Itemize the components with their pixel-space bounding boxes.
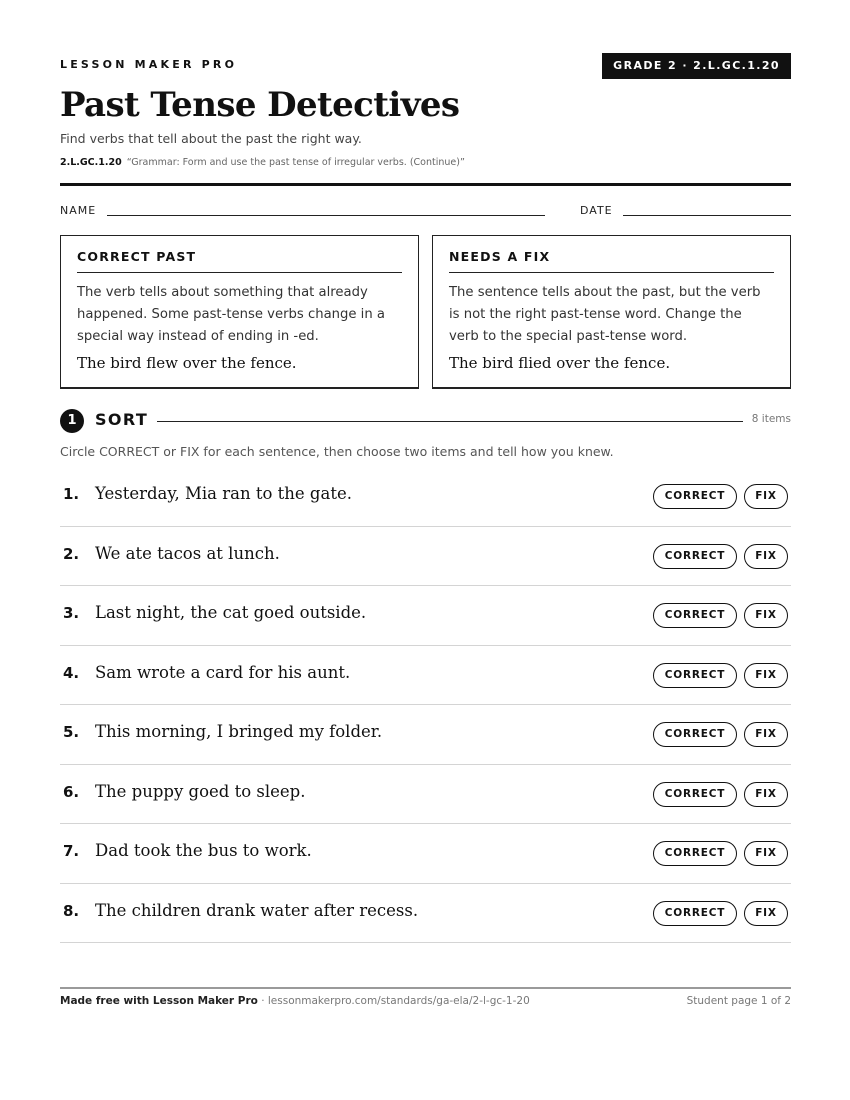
concept-description: The sentence tells about the past, but the verb is not the right past-tense word. Change the verb to the special past-tense word. bbox=[449, 285, 761, 344]
page-subtitle: Find verbs that tell about the past the right way. bbox=[60, 131, 362, 146]
footer-page-number: Student page 1 of 2 bbox=[686, 995, 791, 1007]
fix-choice[interactable]: FIX bbox=[744, 901, 788, 926]
correct-choice[interactable]: CORRECT bbox=[653, 484, 737, 509]
concept-example: The bird flied over the fence. bbox=[449, 354, 671, 372]
item-number: 2. bbox=[63, 544, 80, 563]
concept-box-needs-a-fix bbox=[432, 235, 791, 389]
concept-example: The bird flew over the fence. bbox=[77, 354, 297, 372]
item-number: 3. bbox=[63, 604, 80, 622]
concept-heading: NEEDS A FIX bbox=[449, 249, 774, 273]
list-item bbox=[60, 646, 791, 706]
item-number: 4. bbox=[63, 663, 80, 682]
item-sentence: The children drank water after recess. bbox=[95, 900, 419, 920]
date-field[interactable] bbox=[623, 215, 791, 216]
fix-choice[interactable]: FIX bbox=[744, 663, 788, 688]
fix-choice[interactable]: FIX bbox=[744, 722, 788, 747]
footer-divider bbox=[60, 987, 791, 989]
correct-choice[interactable]: CORRECT bbox=[653, 603, 737, 628]
item-sentence: Last night, the cat goed outside. bbox=[95, 603, 367, 622]
correct-choice[interactable]: CORRECT bbox=[653, 663, 737, 688]
item-sentence: The puppy goed to sleep. bbox=[95, 781, 306, 801]
grade-badge: GRADE 2 · 2.L.GC.1.20 bbox=[602, 53, 791, 79]
fix-choice[interactable]: FIX bbox=[744, 603, 788, 628]
item-sentence: Sam wrote a card for his aunt. bbox=[95, 662, 351, 682]
footer-credit bbox=[60, 995, 530, 1007]
list-item bbox=[60, 527, 791, 587]
item-list bbox=[60, 467, 791, 943]
item-count: 8 items bbox=[751, 413, 791, 425]
concept-box-correct-past bbox=[60, 235, 419, 389]
item-number: 5. bbox=[63, 723, 80, 741]
fix-choice[interactable]: FIX bbox=[744, 782, 788, 807]
item-sentence: Yesterday, Mia ran to the gate. bbox=[95, 484, 352, 503]
section-divider bbox=[157, 421, 743, 422]
item-number: 8. bbox=[63, 901, 80, 920]
item-number: 7. bbox=[63, 842, 80, 860]
correct-choice[interactable]: CORRECT bbox=[653, 782, 737, 807]
date-label: DATE bbox=[580, 204, 613, 217]
fix-choice[interactable]: FIX bbox=[744, 841, 788, 866]
item-number: 1. bbox=[63, 485, 80, 503]
item-sentence: We ate tacos at lunch. bbox=[95, 543, 280, 563]
correct-choice[interactable]: CORRECT bbox=[653, 901, 737, 926]
fix-choice[interactable]: FIX bbox=[744, 484, 788, 509]
correct-choice[interactable]: CORRECT bbox=[653, 722, 737, 747]
standard-line bbox=[60, 157, 465, 168]
item-sentence: This morning, I bringed my folder. bbox=[95, 722, 383, 741]
concept-heading: CORRECT PAST bbox=[77, 249, 402, 273]
worksheet-page bbox=[60, 0, 791, 1100]
section-instructions: Circle CORRECT or FIX for each sentence, then choose two items and tell how you knew. bbox=[60, 444, 614, 459]
footer-url: · lessonmakerpro.com/standards/ga-ela/2-l-gc-1-20 bbox=[257, 995, 530, 1007]
list-item bbox=[60, 467, 791, 527]
footer-made-with: Made free with Lesson Maker Pro bbox=[60, 995, 258, 1007]
correct-choice[interactable]: CORRECT bbox=[653, 841, 737, 866]
section-number-badge: 1 bbox=[60, 409, 84, 433]
standard-code: 2.L.GC.1.20 bbox=[60, 157, 122, 168]
list-item bbox=[60, 824, 791, 884]
page-title: Past Tense Detectives bbox=[60, 85, 460, 125]
section-title: SORT bbox=[95, 410, 149, 429]
concept-description: The verb tells about something that already happened. Some past-tense verbs change in a special way instead of ending in -ed. bbox=[77, 285, 385, 344]
list-item bbox=[60, 884, 791, 944]
name-field[interactable] bbox=[107, 215, 545, 216]
item-number: 6. bbox=[63, 782, 80, 801]
header-divider bbox=[60, 183, 791, 186]
item-sentence: Dad took the bus to work. bbox=[95, 841, 312, 860]
standard-description: “Grammar: Form and use the past tense of irregular verbs. (Continue)” bbox=[126, 157, 465, 168]
correct-choice[interactable]: CORRECT bbox=[653, 544, 737, 569]
name-label: NAME bbox=[60, 204, 97, 217]
brand-name: LESSON MAKER PRO bbox=[60, 58, 238, 71]
list-item bbox=[60, 705, 791, 765]
fix-choice[interactable]: FIX bbox=[744, 544, 788, 569]
list-item bbox=[60, 586, 791, 646]
list-item bbox=[60, 765, 791, 825]
